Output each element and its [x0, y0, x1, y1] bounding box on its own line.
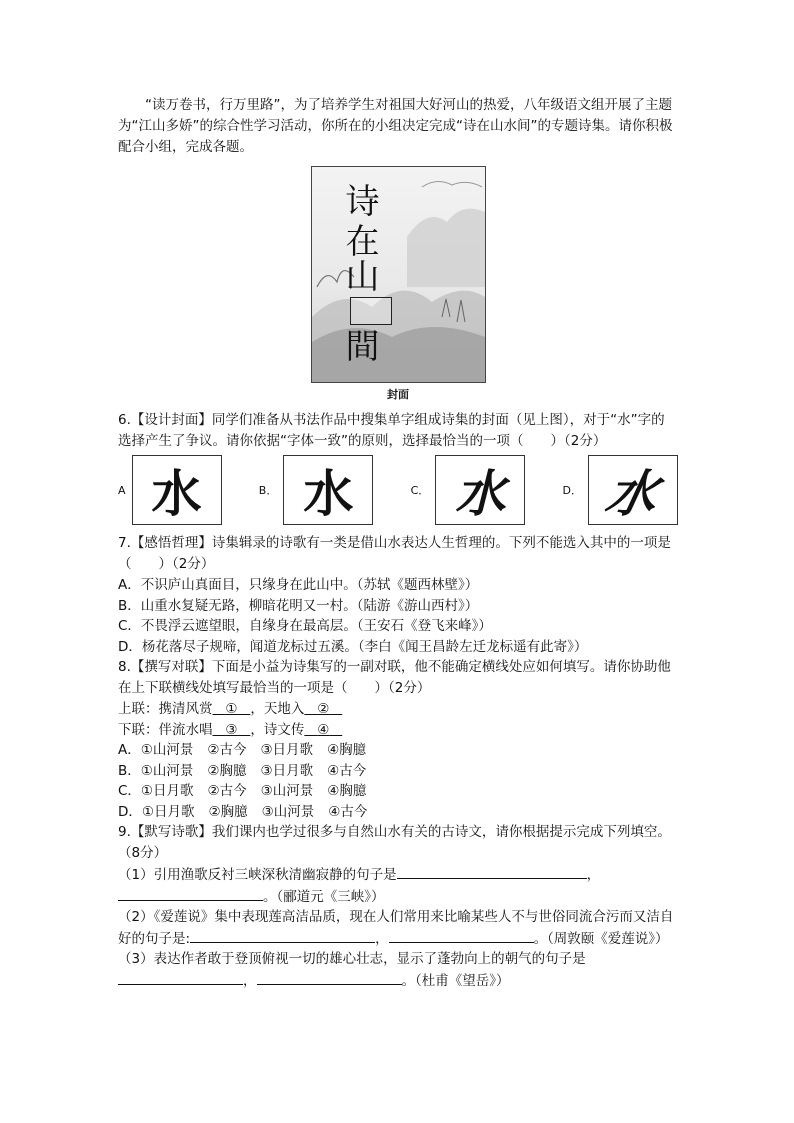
q6-option-a-letter: A — [118, 483, 126, 497]
q8-a-1: A．①山河景 — [118, 742, 194, 758]
q7-option-a[interactable]: A．不识庐山真面目，只缘身在此山中。（苏轼《题西林壁》） — [118, 577, 479, 593]
q6-option-c-letter: C． — [410, 484, 430, 497]
cover-char-zai: 在 — [345, 222, 380, 262]
cover-char-shan: 山 — [345, 257, 380, 297]
blank-1-marker: ① — [225, 701, 238, 717]
q9-1-prompt: （1）引用渔歌反衬三峡深秋清幽寂静的句子是 — [118, 867, 397, 883]
q6-option-c-image — [435, 455, 525, 525]
q6-option-b[interactable] — [259, 455, 374, 525]
landscape-illustration — [312, 167, 485, 382]
q8-a-2: ②古今 — [207, 742, 247, 758]
q6-option-a[interactable] — [118, 455, 222, 525]
couplet-blank-4 — [304, 722, 342, 738]
q8-option-b[interactable] — [118, 761, 678, 782]
q8-option-a[interactable] — [118, 740, 678, 761]
q8-a-4: ④胸臆 — [327, 742, 367, 758]
couplet-upper — [118, 699, 678, 720]
couplet-upper-mid: ，天地入 — [250, 701, 305, 717]
q9-3-comma: ， — [243, 972, 257, 989]
q9-3-source: 。（杜甫《望岳》） — [401, 972, 510, 989]
q9-2-comma: ， — [375, 930, 389, 947]
q9-item-2 — [118, 907, 678, 949]
blank-3-marker: ③ — [225, 721, 238, 738]
q9-3-prompt: （3）表达作者敢于登顶俯视一切的雄心壮志，显示了蓬勃向上的朝气的句子是 — [118, 951, 586, 967]
q9-1-blank-b[interactable] — [118, 886, 263, 901]
q6-option-a-image — [132, 455, 222, 525]
q8-b-2: ②胸臆 — [207, 762, 247, 779]
q6-option-d-image — [588, 455, 678, 525]
q8-d-3: ③山河景 — [261, 803, 315, 820]
blank-4-marker: ④ — [317, 721, 330, 738]
document-page — [118, 95, 678, 991]
q9-item-3-cont — [118, 970, 678, 992]
cover-caption: 封面 — [387, 388, 409, 401]
cover-blank-box — [350, 297, 392, 325]
cover-figure — [311, 166, 486, 402]
q8-a-3: ③日月歌 — [260, 742, 314, 758]
q9-text: 9.【默写诗歌】我们课内也学过很多与自然山水有关的古诗文，请你根据提示完成下列填空。（8分） — [118, 824, 671, 861]
q8-d-1: D．①日月歌 — [118, 803, 195, 820]
q6-option-b-letter: B． — [258, 484, 278, 497]
q8-d-4: ④古今 — [328, 803, 368, 820]
calligraphy-b: 水 — [303, 464, 354, 523]
q9-item-1 — [118, 864, 678, 886]
q8-b-3: ③日月歌 — [260, 762, 314, 779]
couplet-blank-3 — [213, 722, 251, 738]
couplet-blank-2 — [304, 701, 342, 717]
q6-option-c[interactable] — [411, 455, 526, 525]
q9-2-blank-a[interactable] — [190, 928, 375, 943]
couplet-blank-1 — [213, 701, 251, 717]
q8-option-c[interactable] — [118, 781, 678, 802]
q8-option-d[interactable] — [118, 802, 678, 823]
q6-text: 6.【设计封面】同学们准备从书法作品中搜集单字组成诗集的封面（见上图），对于“水”字的选择产生了争议。请你依据“字体一致”的原则，选择最恰当的一项（ ）（2分） — [118, 412, 665, 449]
q9-item-3 — [118, 949, 678, 970]
q8-c-1: C．①日月歌 — [118, 783, 194, 799]
calligraphy-a: 水 — [151, 465, 202, 523]
q9-1-comma: ， — [586, 867, 601, 883]
q9-2-prompt: （2）《爱莲说》集中表现莲高洁品质，现在人们常用来比喻某些人不与世俗同流合污而又洁自好的句子是: — [118, 909, 674, 947]
q8-c-2: ②古今 — [207, 783, 247, 799]
q7-option-c[interactable]: C．不畏浮云遮望眼，自缘身在最高层。（王安石《登飞来峰》） — [118, 618, 492, 634]
q9-3-blank-b[interactable] — [257, 970, 402, 985]
q7-option-d[interactable]: D．杨花落尽子规啼，闻道龙标过五溪。（李白《闻王昌龄左迁龙标遥有此寄》） — [118, 638, 588, 655]
q8-d-2: ②胸臆 — [208, 803, 248, 820]
couplet-upper-prefix: 上联：携清风赏 — [118, 701, 213, 717]
q6-option-d-letter: D． — [562, 484, 582, 497]
calligraphy-c: 水 — [455, 464, 506, 523]
cover-char-shi: 诗 — [345, 182, 380, 222]
q7-text: 7.【感悟哲理】诗集辑录的诗歌有一类是借山水表达人生哲理的。下列不能选入其中的一项是（ ）（2分） — [118, 535, 671, 572]
q6-option-d[interactable] — [563, 455, 678, 525]
q9-2-blank-b[interactable] — [389, 928, 534, 943]
q8-b-4: ④古今 — [327, 762, 367, 779]
q9-2-source: 。（周敦颐《爱莲说》） — [533, 930, 669, 947]
couplet-lower-mid: ，诗文传 — [250, 721, 305, 738]
blank-2-marker: ② — [317, 701, 330, 717]
q8-text: 8.【撰写对联】下面是小益为诗集写的一副对联，他不能确定横线处应如何填写。请你协助他在上下联横线处填写最恰当的一项是（ ）（2分） — [118, 659, 671, 696]
q8-c-4: ④胸臆 — [327, 783, 367, 799]
q8-b-1: B．①山河景 — [118, 762, 194, 779]
q9-item-1-cont — [118, 886, 678, 908]
cover-char-jian: 間 — [345, 327, 380, 367]
q9-1-blank-a[interactable] — [397, 864, 587, 879]
couplet-lower — [118, 720, 678, 741]
q6-options — [118, 455, 678, 525]
q6-option-b-image — [283, 455, 373, 525]
calligraphy-d: 水 — [600, 464, 664, 523]
couplet-lower-prefix: 下联：伴流水唱 — [118, 721, 213, 738]
intro-paragraph: “读万卷书，行万里路”，为了培养学生对祖国大好河山的热爱，八年级语文组开展了主题为“江山多娇”的综合性学习活动，你所在的小组决定完成“诗在山水间”的专题诗集。请你积极配合小组，完成各题。 — [118, 97, 673, 155]
cover-image — [311, 166, 486, 383]
q8-c-3: ③山河景 — [260, 783, 314, 799]
q9-1-source: 。（郦道元《三峡》） — [263, 888, 385, 905]
q7-option-b[interactable]: B．山重水复疑无路，柳暗花明又一村。（陆游《游山西村》） — [118, 597, 479, 614]
q9-3-blank-a[interactable] — [118, 970, 243, 985]
